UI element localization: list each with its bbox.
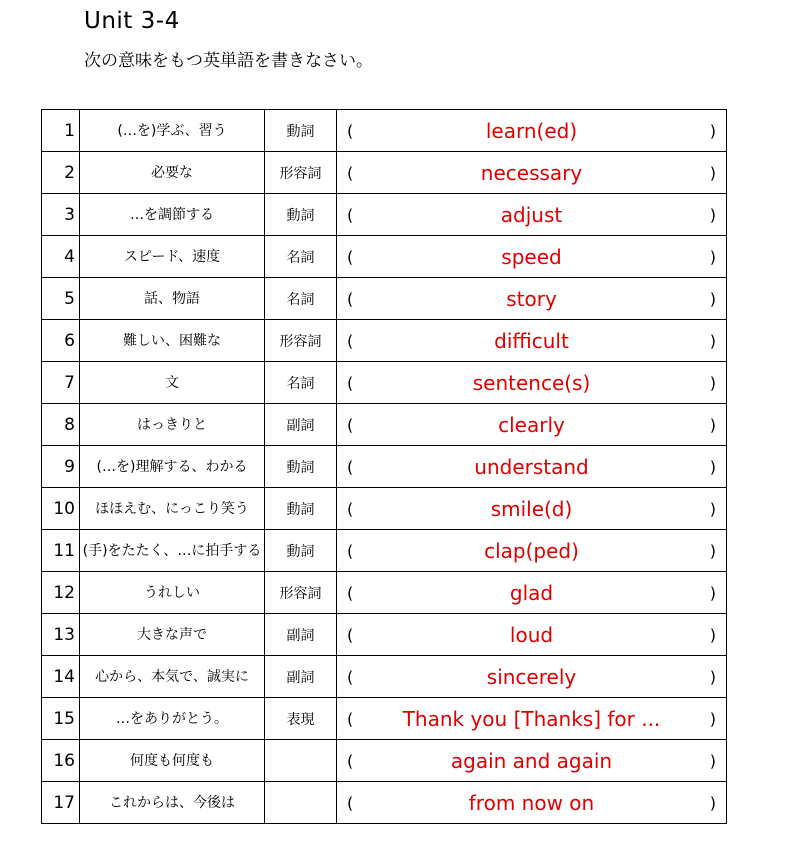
answer-text: learn(ed) (485, 118, 578, 143)
part-of-speech: 形容詞 (265, 572, 337, 614)
answer-text: necessary (480, 160, 583, 185)
japanese-meaning: はっきりと (80, 404, 265, 446)
answer-cell (337, 740, 727, 782)
table-row (42, 488, 727, 530)
row-number: 2 (42, 152, 80, 194)
answer-text: clearly (498, 412, 565, 437)
part-of-speech: 名詞 (265, 236, 337, 278)
part-of-speech: 動詞 (265, 446, 337, 488)
japanese-meaning: ほほえむ、にっこり笑う (80, 488, 265, 530)
answer-text: smile(d) (490, 496, 573, 521)
unit-title: Unit 3-4 (84, 8, 180, 34)
open-paren: ( (347, 373, 354, 392)
table-row (42, 194, 727, 236)
row-number: 8 (42, 404, 80, 446)
open-paren: ( (347, 457, 354, 476)
open-paren: ( (347, 625, 354, 644)
part-of-speech: 動詞 (265, 488, 337, 530)
answer-cell (337, 194, 727, 236)
part-of-speech: 形容詞 (265, 320, 337, 362)
close-paren: ) (709, 205, 716, 224)
part-of-speech (265, 782, 337, 824)
japanese-meaning: 大きな声で (80, 614, 265, 656)
table-row (42, 404, 727, 446)
answer-text: understand (474, 454, 589, 479)
part-of-speech: 副詞 (265, 614, 337, 656)
table-row (42, 110, 727, 152)
japanese-meaning: 心から、本気で、誠実に (80, 656, 265, 698)
row-number: 9 (42, 446, 80, 488)
table-row (42, 278, 727, 320)
table-row (42, 656, 727, 698)
close-paren: ) (709, 373, 716, 392)
answer-text: Thank you [Thanks] for ... (402, 706, 661, 731)
part-of-speech: 名詞 (265, 362, 337, 404)
answer-cell (337, 404, 727, 446)
open-paren: ( (347, 793, 354, 812)
part-of-speech: 副詞 (265, 656, 337, 698)
row-number: 16 (42, 740, 80, 782)
answer-cell (337, 614, 727, 656)
answer-text: sincerely (486, 664, 577, 689)
row-number: 17 (42, 782, 80, 824)
part-of-speech: 名詞 (265, 278, 337, 320)
open-paren: ( (347, 247, 354, 266)
answer-cell (337, 782, 727, 824)
answer-text: difficult (494, 328, 569, 353)
table-row (42, 446, 727, 488)
open-paren: ( (347, 415, 354, 434)
row-number: 13 (42, 614, 80, 656)
japanese-meaning: 難しい、困難な (80, 320, 265, 362)
part-of-speech: 表現 (265, 698, 337, 740)
answer-cell (337, 110, 727, 152)
row-number: 14 (42, 656, 80, 698)
answer-cell (337, 362, 727, 404)
japanese-meaning: 何度も何度も (80, 740, 265, 782)
japanese-meaning: 話、物語 (80, 278, 265, 320)
table-row (42, 572, 727, 614)
close-paren: ) (709, 583, 716, 602)
open-paren: ( (347, 709, 354, 728)
close-paren: ) (709, 541, 716, 560)
part-of-speech: 形容詞 (265, 152, 337, 194)
japanese-meaning: (手)をたたく、…に拍手する (80, 530, 265, 572)
open-paren: ( (347, 163, 354, 182)
table-row (42, 530, 727, 572)
close-paren: ) (709, 163, 716, 182)
row-number: 3 (42, 194, 80, 236)
answer-cell (337, 530, 727, 572)
answer-cell (337, 152, 727, 194)
answer-cell (337, 488, 727, 530)
japanese-meaning: …をありがとう。 (80, 698, 265, 740)
table-row (42, 740, 727, 782)
close-paren: ) (709, 793, 716, 812)
close-paren: ) (709, 457, 716, 476)
close-paren: ) (709, 625, 716, 644)
japanese-meaning: 必要な (80, 152, 265, 194)
close-paren: ) (709, 121, 716, 140)
answer-text: clap(ped) (484, 538, 579, 563)
row-number: 12 (42, 572, 80, 614)
answer-cell (337, 572, 727, 614)
open-paren: ( (347, 289, 354, 308)
japanese-meaning: (…を)理解する、わかる (80, 446, 265, 488)
table-row (42, 782, 727, 824)
close-paren: ) (709, 667, 716, 686)
japanese-meaning: うれしい (80, 572, 265, 614)
table-row (42, 236, 727, 278)
part-of-speech: 動詞 (265, 110, 337, 152)
open-paren: ( (347, 667, 354, 686)
answer-cell (337, 698, 727, 740)
close-paren: ) (709, 415, 716, 434)
row-number: 1 (42, 110, 80, 152)
instruction-text: 次の意味をもつ英単語を書きなさい。 (84, 51, 373, 71)
row-number: 10 (42, 488, 80, 530)
table-row (42, 320, 727, 362)
open-paren: ( (347, 205, 354, 224)
japanese-meaning: …を調節する (80, 194, 265, 236)
open-paren: ( (347, 541, 354, 560)
answer-cell (337, 446, 727, 488)
japanese-meaning: 文 (80, 362, 265, 404)
part-of-speech: 副詞 (265, 404, 337, 446)
open-paren: ( (347, 331, 354, 350)
answer-cell (337, 278, 727, 320)
answer-text: loud (509, 622, 554, 647)
vocabulary-table (41, 109, 727, 824)
answer-cell (337, 236, 727, 278)
row-number: 11 (42, 530, 80, 572)
close-paren: ) (709, 289, 716, 308)
table-row (42, 698, 727, 740)
answer-text: adjust (500, 202, 563, 227)
row-number: 15 (42, 698, 80, 740)
japanese-meaning: スピード、速度 (80, 236, 265, 278)
row-number: 7 (42, 362, 80, 404)
answer-text: story (506, 286, 557, 311)
table-row (42, 614, 727, 656)
open-paren: ( (347, 499, 354, 518)
part-of-speech (265, 740, 337, 782)
answer-text: glad (509, 580, 554, 605)
answer-text: sentence(s) (472, 370, 591, 395)
close-paren: ) (709, 751, 716, 770)
close-paren: ) (709, 331, 716, 350)
japanese-meaning: これからは、今後は (80, 782, 265, 824)
table-row (42, 152, 727, 194)
answer-cell (337, 656, 727, 698)
table-row (42, 362, 727, 404)
answer-text: again and again (450, 748, 613, 773)
open-paren: ( (347, 121, 354, 140)
row-number: 4 (42, 236, 80, 278)
open-paren: ( (347, 583, 354, 602)
part-of-speech: 動詞 (265, 530, 337, 572)
open-paren: ( (347, 751, 354, 770)
close-paren: ) (709, 247, 716, 266)
close-paren: ) (709, 709, 716, 728)
row-number: 5 (42, 278, 80, 320)
answer-text: speed (501, 244, 562, 269)
answer-cell (337, 320, 727, 362)
answer-text: from now on (468, 790, 595, 815)
vocabulary-table-body (42, 110, 727, 824)
japanese-meaning: (…を)学ぶ、習う (80, 110, 265, 152)
part-of-speech: 動詞 (265, 194, 337, 236)
close-paren: ) (709, 499, 716, 518)
row-number: 6 (42, 320, 80, 362)
